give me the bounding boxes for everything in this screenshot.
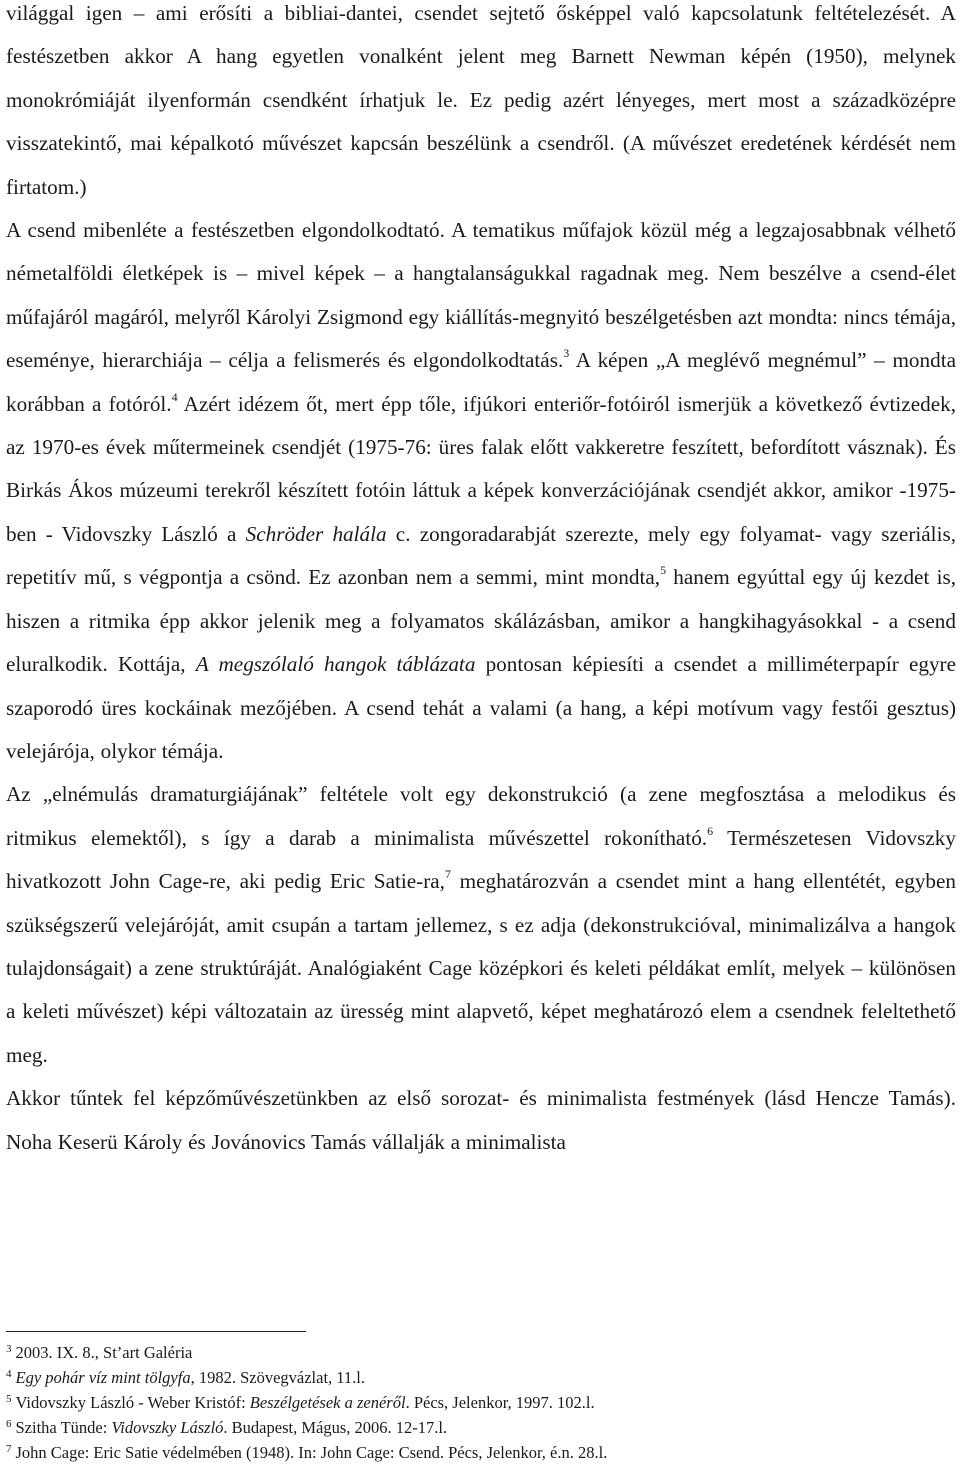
footnote-ref: 3 xyxy=(563,346,570,361)
italic-title: Schröder halála xyxy=(245,521,387,546)
footnote-ref: 6 xyxy=(707,823,714,838)
text-run: pontosan képiesíti a csendet a milliméterpapír egyre szaporodó üres kockáinak mezőjében. A csend tehát a valami (a hang, a képi motívum vagy festői gesztus) velejárója, olykor témája. xyxy=(6,652,957,763)
text-run: Vidovszky László - Weber Kristóf: xyxy=(15,1393,250,1412)
text-run: A képen „A meglévő megnémul” – mondta korábban a fotóról. xyxy=(6,348,956,416)
paragraph xyxy=(6,0,956,209)
footnote-number: 3 xyxy=(6,1342,12,1355)
footnotes xyxy=(6,1340,946,1465)
italic-title: Egy pohár víz mint tölgyfa xyxy=(15,1368,191,1387)
footnote-ref: 7 xyxy=(444,867,451,882)
text-run: hanem egyúttal egy új kezdet is, hiszen a ritmika épp akkor jelenik meg a folyamatos skálázásban, amikor a hangkihagyásokkal - a csend eluralkodik. Kottája, xyxy=(6,565,957,677)
italic-title: Beszélgetések a zenéről xyxy=(249,1393,406,1412)
paragraph xyxy=(6,1077,956,1164)
paragraph xyxy=(6,209,956,773)
footnote-number: 5 xyxy=(6,1392,12,1405)
text-run: A csend mibenléte a festészetben elgondolkodtató. A tematikus műfajok közül még a legzajosabbnak vélhető németalföldi életképek is – mivel képek – a hangtalanságukkal ragadnak meg. Nem beszélve a csend-élet műfajáról magáról, melyről Károlyi Zsigmond egy kiállítás-megnyitó beszélgetésben azt mondta: nincs témája, eseménye, hierarchiája – célja a felismerés és elgondolkodtatás. xyxy=(6,218,956,373)
footnote xyxy=(6,1440,946,1465)
text-run: Azért idézem őt, mert épp tőle, ifjúkori enteriőr-fotóiról ismerjük a következő évtizedek, az 1970-es évek műtermeinek csendjét (1975-76: üres falak előtt vakkeretre feszített, befordított vásznak). És Birkás Ákos múzeumi terekről készített fotóin láttuk a képek konverzációjának csendjét akkor, amikor -1975-ben - Vidovszky László a xyxy=(6,391,956,546)
text-run: világgal igen – ami erősíti a bibliai-dantei, csendet sejtető ősképpel való kapcsolatunk feltételezését. A festészetben akkor A hang egyetlen vonalként jelent meg Barnett Newman képén (1950), melynek monokrómiáját ilyenformán csendként írhatjuk le. Ez pedig azért lényeges, mert most a századközépre visszatekintő, mai képalkotó művészet kapcsán beszélünk a csendről. (A művészet eredetének kérdését nem firtatom.) xyxy=(6,1,956,199)
text-run: Szitha Tünde: xyxy=(15,1418,112,1437)
footnote-number: 7 xyxy=(6,1442,12,1455)
italic-title: Vidovszky László xyxy=(111,1418,224,1437)
footnote xyxy=(6,1390,946,1415)
text-run: , 1982. Szövegvázlat, 11.l. xyxy=(190,1368,366,1387)
paragraph xyxy=(6,773,956,1077)
text-run: Akkor tűntek fel képzőművészetünkben az első sorozat- és minimalista festmények (lásd Hencze Tamás). Noha Keserü Károly és Jovánovics Tamás vállalják a minimalista xyxy=(6,1086,956,1154)
text-run: Az „elnémulás dramaturgiájának” feltétele volt egy dekonstrukció (a zene megfosztása a melodikus és ritmikus elemektől), s így a darab a minimalista művészettel rokonítható. xyxy=(6,782,956,850)
footnote xyxy=(6,1415,946,1440)
footnote-ref: 5 xyxy=(660,563,667,578)
footnote-number: 4 xyxy=(6,1367,12,1380)
footnote xyxy=(6,1340,946,1365)
text-run: 2003. IX. 8., St’art Galéria xyxy=(15,1343,193,1362)
text-run: c. zongoradarabját szerezte, mely egy folyamat- vagy szeriális, repetitív mű, s végpontja a csönd. Ez azonban nem a semmi, mint mondta, xyxy=(6,521,956,590)
italic-title: A megszólaló hangok táblázata xyxy=(195,652,476,677)
body-text xyxy=(6,0,956,1164)
footnote-ref: 4 xyxy=(171,389,178,404)
footnote-separator xyxy=(6,1331,306,1332)
footnote xyxy=(6,1365,946,1390)
text-run: . Budapest, Mágus, 2006. 12-17.l. xyxy=(223,1418,448,1437)
text-run: John Cage: Eric Satie védelmében (1948). In: John Cage: Csend. Pécs, Jelenkor, é.n. 28.l. xyxy=(15,1443,608,1462)
text-run: meghatározván a csendet mint a hang ellentétét, egyben szükségszerű velejáróját, amit csupán a tartam jellemez, s ez adja (dekonstrukcióval, minimalizálva a hangok tulajdonságait) a zene struktúráját. Analógiaként Cage középkori és keleti példákat említ, melyek – különösen a keleti művészet) képi változatain az üresség mint alapvető, képet meghatározó elem a csendnek feleltethető meg. xyxy=(6,869,956,1067)
text-run: . Pécs, Jelenkor, 1997. 102.l. xyxy=(405,1393,595,1412)
footnote-number: 6 xyxy=(6,1417,12,1430)
text-run: Természetesen Vidovszky hivatkozott John Cage-re, aki pedig Eric Satie-ra, xyxy=(6,825,956,894)
